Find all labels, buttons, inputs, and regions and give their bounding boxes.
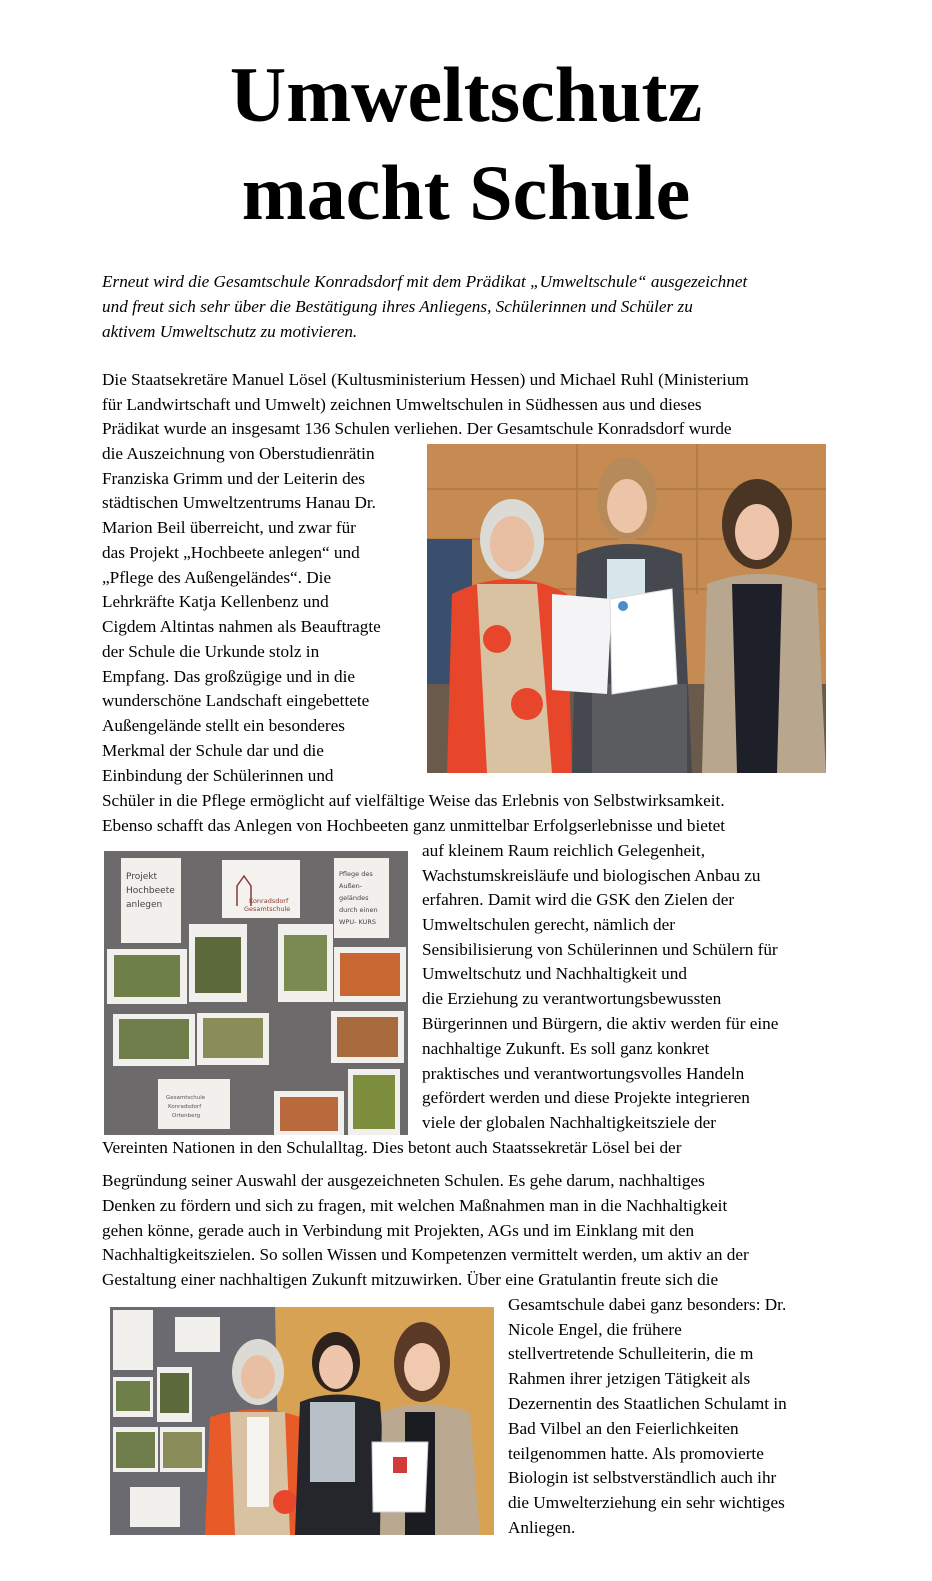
body-line: Nicole Engel, die frühere bbox=[508, 1320, 682, 1339]
body-line: stellvertretende Schulleiterin, die m bbox=[508, 1344, 754, 1363]
body-line: viele der globalen Nachhaltigkeitsziele der bbox=[422, 1113, 716, 1132]
body-line: Gestaltung einer nachhaltigen Zukunft mitzuwirken. Über eine Gratulantin freute sich die bbox=[102, 1270, 719, 1289]
group-photo bbox=[110, 1307, 494, 1535]
body-line: die Erziehung zu verantwortungsbewussten bbox=[422, 989, 722, 1008]
body-line: Umweltschutz und Nachhaltigkeit und bbox=[422, 964, 687, 983]
svg-text:Pflege des: Pflege des bbox=[339, 870, 373, 878]
body-line: auf kleinem Raum reichlich Gelegenheit, bbox=[422, 841, 706, 860]
body-line: gefördert werden und diese Projekte integrieren bbox=[422, 1088, 750, 1107]
svg-text:Hochbeete: Hochbeete bbox=[126, 886, 175, 896]
body-line: Die Staatsekretäre Manuel Lösel (Kultusministerium Hessen) und Michael Ruhl (Ministerium bbox=[102, 370, 749, 389]
body-line: die Auszeichnung von Oberstudienrätin bbox=[102, 444, 375, 463]
lead-line: aktivem Umweltschutz zu motivieren. bbox=[102, 322, 358, 341]
body-line: Bürgerinnen und Bürgern, die aktiv werden für eine bbox=[422, 1014, 779, 1033]
body-line: Vereinten Nationen in den Schulalltag. Dies betont auch Staatssekretär Lösel bei der bbox=[102, 1138, 682, 1157]
body-line: Rahmen ihrer jetzigen Tätigkeit als bbox=[508, 1369, 751, 1388]
body-line: wunderschöne Landschaft eingebettete bbox=[102, 691, 370, 710]
body-line: Merkmal der Schule dar und die bbox=[102, 741, 324, 760]
body-line: „Pflege des Außengeländes“. Die bbox=[102, 568, 332, 587]
body-line: Anliegen. bbox=[508, 1518, 576, 1537]
body-line: Marion Beil überreicht, und zwar für bbox=[102, 518, 356, 537]
svg-text:Ortenberg: Ortenberg bbox=[172, 1113, 201, 1119]
body-line: Ebenso schafft das Anlegen von Hochbeeten ganz unmittelbar Erfolgserlebnisse und bietet bbox=[102, 816, 726, 835]
body-line: Einbindung der Schülerinnen und bbox=[102, 766, 334, 785]
headline-line-1: Umweltschutz bbox=[229, 51, 703, 138]
body-line: Begründung seiner Auswahl der ausgezeichneten Schulen. Es gehe darum, nachhaltiges bbox=[102, 1171, 705, 1190]
body-line: Prädikat wurde an insgesamt 136 Schulen verliehen. Der Gesamtschule Konradsdorf wurde bbox=[102, 419, 732, 438]
body-line: Wachstumskreisläufe und biologischen Anbau zu bbox=[422, 866, 761, 885]
body-line: Biologin ist selbstverständlich auch ihr bbox=[508, 1468, 777, 1487]
body-line: Bad Vilbel an den Feierlichkeiten bbox=[508, 1419, 739, 1438]
body-line: Cigdem Altintas nahmen als Beauftragte bbox=[102, 617, 381, 636]
svg-text:anlegen: anlegen bbox=[126, 900, 163, 910]
svg-text:Gesamtschule: Gesamtschule bbox=[166, 1095, 206, 1101]
lead-line: Erneut wird die Gesamtschule Konradsdorf mit dem Prädikat „Umweltschule“ ausgezeichnet bbox=[102, 272, 748, 291]
body-line: Dezernentin des Staatlichen Schulamt in bbox=[508, 1394, 787, 1413]
lead-line: und freut sich sehr über die Bestätigung ihres Anliegens, Schülerinnen und Schüler zu bbox=[102, 297, 693, 316]
body-line: Außengelände stellt ein besonderes bbox=[102, 716, 345, 735]
pinboard-label-project: Projekt bbox=[126, 872, 158, 882]
body-line: Denken zu fördern und sich zu fragen, mit welchen Maßnahmen man in die Nachhaltigkeit bbox=[102, 1196, 728, 1215]
svg-text:Konradsdorf: Konradsdorf bbox=[168, 1104, 202, 1110]
body-line: das Projekt „Hochbeete anlegen“ und bbox=[102, 543, 360, 562]
body-line: Umweltschulen gerecht, nämlich der bbox=[422, 915, 675, 934]
svg-text:geländes: geländes bbox=[339, 894, 369, 902]
svg-text:Gesamtschule: Gesamtschule bbox=[244, 905, 291, 913]
svg-text:Konradsdorf: Konradsdorf bbox=[249, 897, 289, 905]
body-line: der Schule die Urkunde stolz in bbox=[102, 642, 320, 661]
body-line: Schüler in die Pflege ermöglicht auf vielfältige Weise das Erlebnis von Selbstwirksamkeit. bbox=[102, 791, 725, 810]
body-line: Franziska Grimm und der Leiterin des bbox=[102, 469, 365, 488]
svg-text:WPU- KURS: WPU- KURS bbox=[339, 918, 377, 926]
body-line: praktisches und verantwortungsvolles Handeln bbox=[422, 1064, 745, 1083]
body-line: Lehrkräfte Katja Kellenbenz und bbox=[102, 592, 329, 611]
body-line: erfahren. Damit wird die GSK den Zielen der bbox=[422, 890, 735, 909]
svg-text:Außen-: Außen- bbox=[339, 882, 363, 890]
body-line: gehen könne, gerade auch in Verbindung mit Projekten, AGs und im Einklang mit den bbox=[102, 1221, 695, 1240]
headline-line-2: macht Schule bbox=[241, 149, 691, 236]
body-line: Nachhaltigkeitszielen. So sollen Wissen und Kompetenzen vermittelt werden, um aktiv an der bbox=[102, 1245, 749, 1264]
body-line: Empfang. Das großzügige und in die bbox=[102, 667, 355, 686]
svg-text:durch einen: durch einen bbox=[339, 906, 378, 914]
body-line: Gesamtschule dabei ganz besonders: Dr. bbox=[508, 1295, 787, 1314]
body-line: teilgenommen hatte. Als promovierte bbox=[508, 1444, 764, 1463]
award-ceremony-photo bbox=[427, 444, 826, 773]
body-line: städtischen Umweltzentrums Hanau Dr. bbox=[102, 493, 376, 512]
body-line: die Umwelterziehung ein sehr wichtiges bbox=[508, 1493, 785, 1512]
body-line: nachhaltige Zukunft. Es soll ganz konkret bbox=[422, 1039, 710, 1058]
body-line: für Landwirtschaft und Umwelt) zeichnen Umweltschulen in Südhessen aus und dieses bbox=[102, 395, 702, 414]
body-line: Sensibilisierung von Schülerinnen und Schülern für bbox=[422, 940, 778, 959]
pinboard-photo bbox=[104, 851, 408, 1135]
